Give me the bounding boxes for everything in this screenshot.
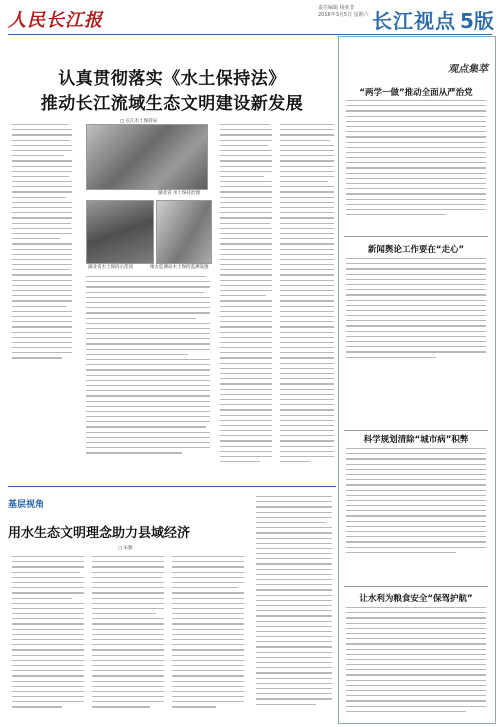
photo-facility [86, 200, 154, 264]
sidebar-brand [338, 58, 494, 78]
second-byline: □ 朱鹏 [118, 546, 133, 551]
masthead [0, 0, 500, 34]
sidebar-article-title: 科学规划清除“城市病”积弊 [363, 435, 469, 445]
lead-headline-line1: 认真贯彻落实《水土保持法》 [58, 69, 286, 89]
sidebar-article-title: 新闻舆论工作要在“走心” [367, 245, 465, 255]
date-line: 2016年3月5日 星期六 [318, 12, 369, 18]
second-column-2 [92, 556, 164, 721]
photo-monitoring-station [156, 200, 212, 264]
lead-headline-line2: 推动长江流域生态文明建设新发展 [40, 94, 304, 114]
lead-column-3 [220, 124, 272, 476]
section-divider [8, 486, 336, 487]
photo-caption: 湖北省水土保持示范园 [88, 265, 133, 270]
section-name: 长江视点 [372, 9, 456, 33]
sidebar-divider [344, 236, 488, 237]
sidebar-article-body [346, 100, 486, 230]
lead-column-2 [86, 276, 210, 476]
sidebar-brand-label: 观点集萃 [448, 64, 488, 75]
page-number: 5版 [460, 9, 494, 33]
second-headline: 用水生态文明理念助力县域经济 [8, 526, 191, 541]
newspaper-logo: 人民长江报 [8, 10, 103, 31]
photo-caption: 地方监测站水土保持监测设施 [150, 265, 209, 270]
sidebar-article-body [346, 607, 486, 719]
masthead-rule [8, 34, 492, 35]
photo-caption: 湖北省 水土保持治理 [158, 191, 200, 196]
second-column-4 [256, 496, 332, 721]
sidebar-divider [344, 430, 488, 431]
editor-line: 责任编辑 杨亚非 [318, 5, 355, 11]
byline: □ 长江水土保持局 [120, 119, 158, 124]
sidebar-article-title: “两学一做”推动全面从严治党 [359, 88, 473, 98]
editor-info [318, 5, 369, 19]
sidebar-article-title: 让水利为粮食安全“保驾护航” [359, 594, 473, 604]
second-column-3 [172, 556, 244, 721]
column-brand: 基层视角 [8, 500, 45, 510]
second-column-1 [12, 556, 84, 721]
sidebar-divider [344, 586, 488, 587]
lead-column-4 [280, 124, 334, 476]
sidebar-article-body [346, 448, 486, 568]
lead-column-1 [12, 124, 72, 374]
photo-terraces [86, 124, 208, 190]
sidebar-article-body [346, 258, 486, 368]
